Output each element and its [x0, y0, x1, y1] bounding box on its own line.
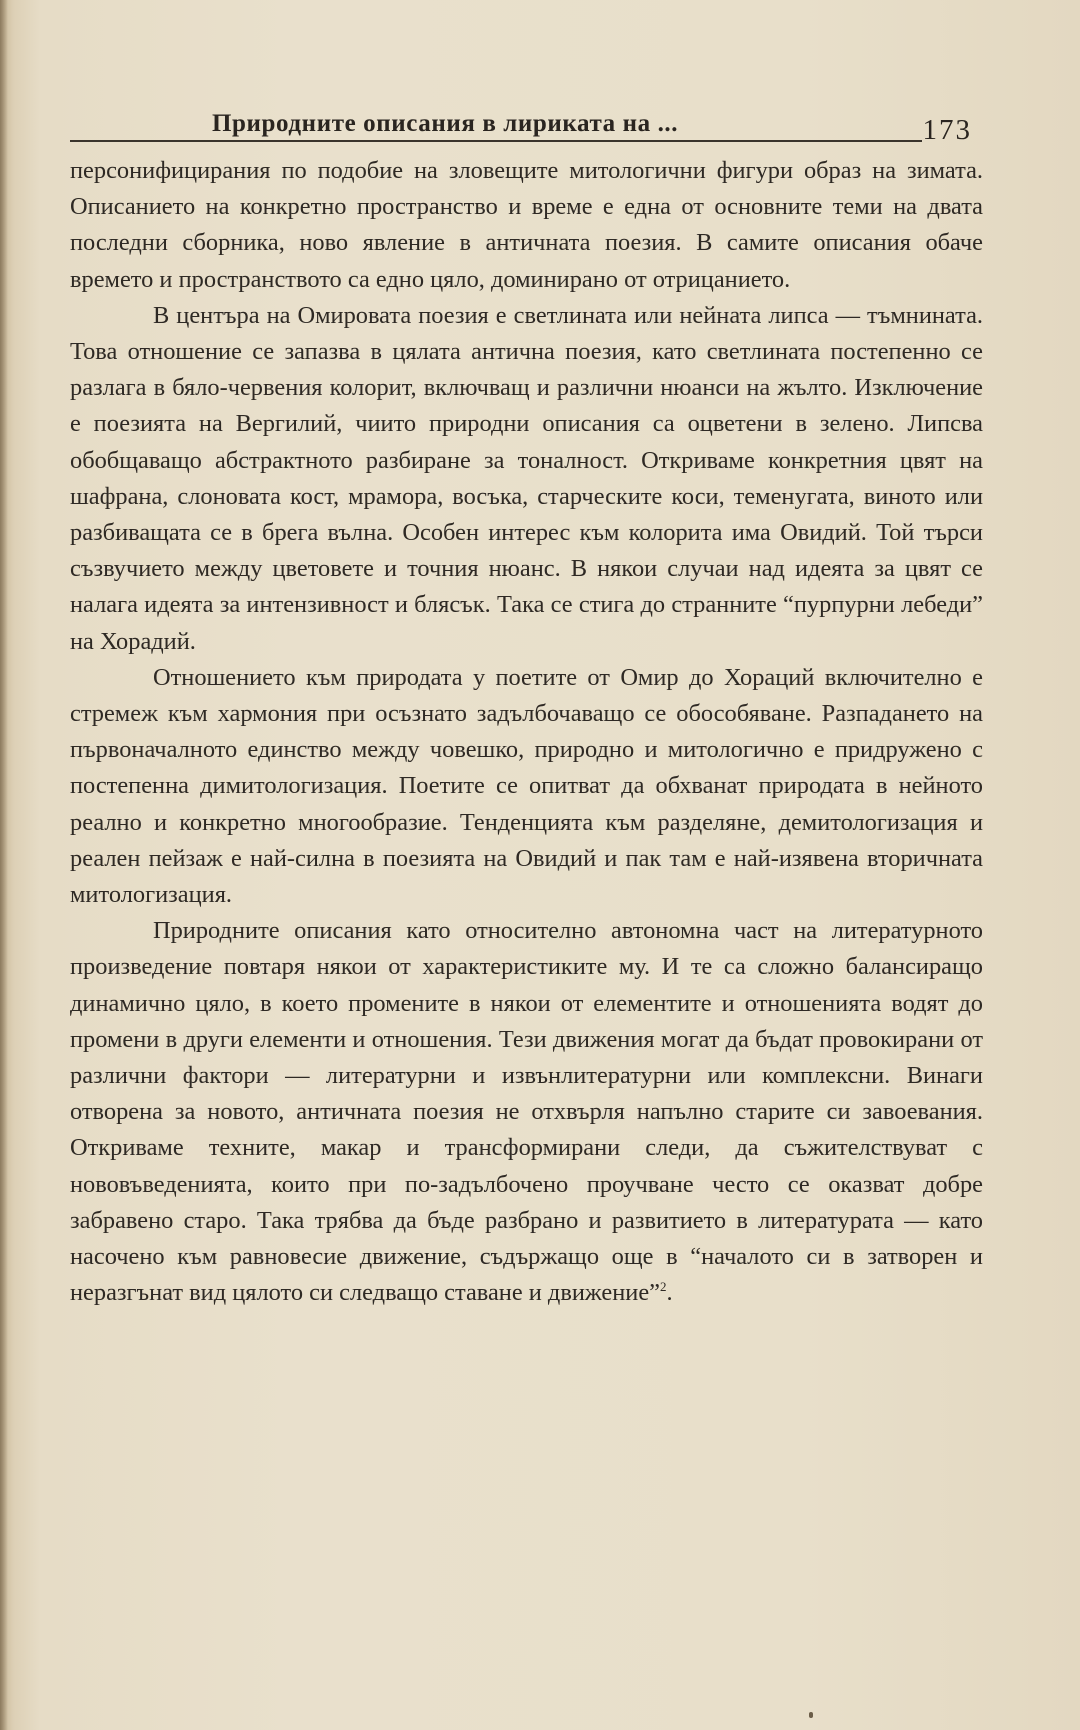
- paragraph-last-text: Природните описания като относително автономна част на литературното произведение повтаря някои от характеристиките му. И те са сложно балансиращо динамично цяло, в което промените в някои от елементите и отношенията водят до промени в други елементи и отношения. Тези движения могат да бъдат провокирани от различни фактори — литературни и извънлитературни или комплексни. Винаги отворена за новото, античната поезия не отхвърля напълно старите си завоевания. Откриваме техните, макар и трансформирани следи, да съжителствуват с нововъведенията, които при по-задълбочено проучване често се оказват добре забравено старо. Така трябва да бъде разбрано и развитието в литературата — като насочено към равновесие движение, съдържащо още в “началото си в затворен и неразгънат вид цялото си следващо ставане и движение”: [70, 917, 983, 1307]
- closing-punctuation: .: [666, 1279, 673, 1307]
- paper-speck: [809, 1712, 813, 1718]
- paragraph: В центъра на Омировата поезия е светлината или нейната липса — тъмнината. Това отношение се запазва в цялата антична поезия, като светлината постепенно се разлага в бяло-червения колорит, включващ и различни нюанси на жълто. Изключение е поезията на Вергилий, чиито природни описания са оцветени в зелено. Липсва обобщаващо абстрактното разбиране за тоналност. Откриваме конкретния цвят на шафрана, слоновата кост, мрамора, восъка, старческите коси, теменугата, виното или разбиващата се в брега вълна. Особен интерес към колорита има Овидий. Той търси съзвучието между цветовете и точния нюанс. В някои случаи над идеята за цвят се налага идеята за интензивност и блясък. Така се стига до странните “пурпурни лебеди” на Хорадий.: [70, 301, 983, 655]
- page-number: 173: [922, 114, 972, 146]
- body-text: [70, 153, 983, 1312]
- paragraph: персонифицирания по подобие на зловещите митологични фигури образ на зимата. Описанието на конкретно пространство и време е една от основните теми на двата последни сборника, ново явление в античната поезия. В самите описания обаче времето и пространството са едно цяло, доминирано от отрицанието.: [70, 157, 983, 293]
- footnote-marker: 2: [660, 1279, 667, 1295]
- running-head: [70, 104, 970, 144]
- page-spine-shadow: [0, 0, 8, 1730]
- header-rule: [70, 140, 922, 142]
- paragraph: Отношението към природата у поетите от Омир до Хораций включително е стремеж към хармония при осъзнато задълбочаващо се обособяване. Разпадането на първоначалното единство между човешко, природно и митологично е придружено с постепенна димитологизация. Поетите се опитват да обхванат природата в нейното реално и конкретно многообразие. Тенденцията към разделяне, демитологизация и реален пейзаж е най-силна в поезията на Овидий и пак там е най-изявена вторичната митологизация.: [70, 663, 983, 909]
- paragraph-last: [70, 913, 983, 1311]
- running-title: Природните описания в лириката на ...: [212, 110, 679, 137]
